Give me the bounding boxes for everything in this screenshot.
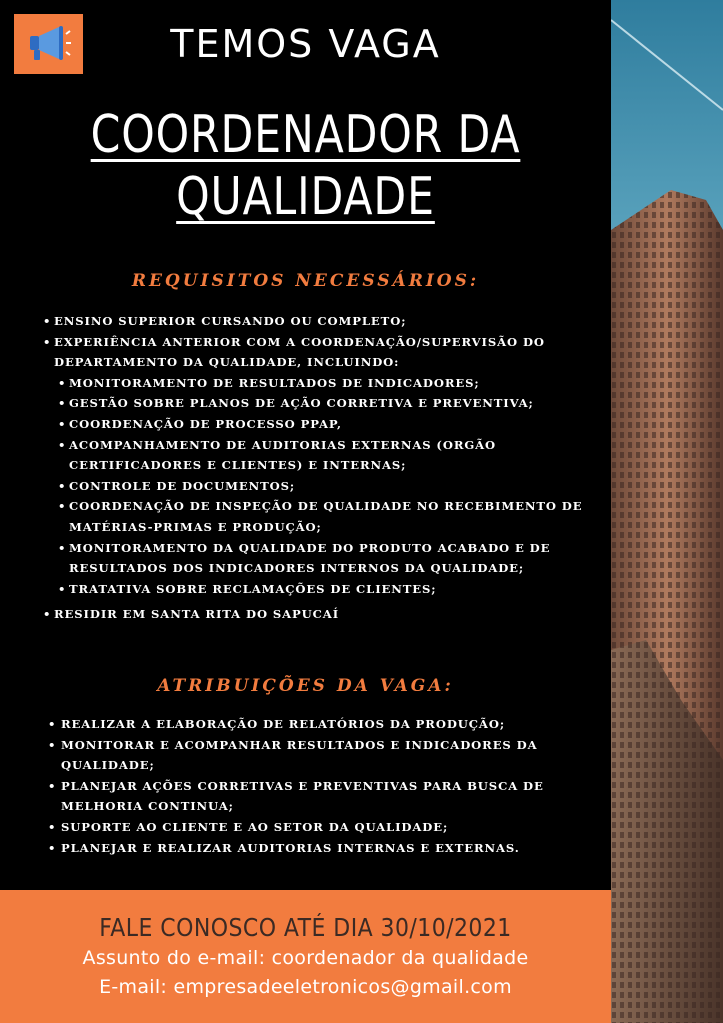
- job-title-line-1: COORDENADOR DA: [90, 105, 521, 165]
- list-subitem: • MONITORAMENTO DE RESULTADOS DE INDICADORES;: [54, 373, 602, 394]
- list-subitem-continuation: CERTIFICADORES E CLIENTES) E INTERNAS;: [69, 458, 407, 473]
- list-subitem-continuation: RESULTADOS DOS INDICADORES INTERNOS DA QUALIDADE;: [69, 561, 525, 576]
- list-subitem: • ACOMPANHAMENTO DE AUDITORIAS EXTERNAS (ORGÃO: [54, 435, 602, 456]
- requirements-heading: REQUISITOS NECESSÁRIOS:: [131, 271, 480, 291]
- list-item: • RESIDIR EM SANTA RITA DO SAPUCAÍ: [54, 604, 602, 625]
- headline-temos-vaga: TEMOS VAGA: [170, 22, 441, 66]
- building-photo: [611, 0, 723, 1023]
- list-subitem: • COORDENAÇÃO DE PROCESSO PPAP,: [54, 414, 602, 435]
- duties-heading: ATRIBUIÇÕES DA VAGA:: [157, 676, 454, 696]
- list-item: • EXPERIÊNCIA ANTERIOR COM A COORDENAÇÃO/SUPERVISÃO DO: [54, 332, 602, 353]
- list-subitem-continuation: MATÉRIAS-PRIMAS E PRODUÇÃO;: [69, 519, 322, 534]
- list-item: • SUPORTE AO CLIENTE E AO SETOR DA QUALIDADE;: [61, 817, 601, 838]
- list-item-continuation: MELHORIA CONTINUA;: [61, 799, 234, 814]
- list-item: • MONITORAR E ACOMPANHAR RESULTADOS E INDICADORES DA: [61, 735, 601, 756]
- email-subject: Assunto do e-mail: coordenador da qualidade: [82, 947, 529, 969]
- list-item-continuation: DEPARTAMENTO DA QUALIDADE, INCLUINDO:: [54, 355, 400, 370]
- list-subitem: • COORDENAÇÃO DE INSPEÇÃO DE QUALIDADE NO RECEBIMENTO DE: [54, 496, 602, 517]
- list-subitem: • TRATATIVA SOBRE RECLAMAÇÕES DE CLIENTES;: [54, 579, 602, 600]
- duties-list: [61, 714, 601, 858]
- list-item-continuation: QUALIDADE;: [61, 758, 155, 773]
- job-title: [55, 104, 556, 228]
- contact-deadline: FALE CONOSCO ATÉ DIA 30/10/2021: [99, 913, 512, 942]
- list-item: • PLANEJAR E REALIZAR AUDITORIAS INTERNAS E EXTERNAS.: [61, 838, 601, 859]
- contact-email[interactable]: E-mail: empresadeeletronicos@gmail.com: [99, 976, 512, 998]
- list-item: • ENSINO SUPERIOR CURSANDO OU COMPLETO;: [54, 311, 602, 332]
- list-subitem: • GESTÃO SOBRE PLANOS DE AÇÃO CORRETIVA E PREVENTIVA;: [54, 393, 602, 414]
- list-subitem: • CONTROLE DE DOCUMENTOS;: [54, 476, 602, 497]
- list-item: • PLANEJAR AÇÕES CORRETIVAS E PREVENTIVAS PARA BUSCA DE: [61, 776, 601, 797]
- list-item: • REALIZAR A ELABORAÇÃO DE RELATÓRIOS DA PRODUÇÃO;: [61, 714, 601, 735]
- job-title-line-2: QUALIDADE: [176, 167, 435, 227]
- list-subitem: • MONITORAMENTO DA QUALIDADE DO PRODUTO ACABADO E DE: [54, 538, 602, 559]
- requirements-list: [54, 311, 602, 625]
